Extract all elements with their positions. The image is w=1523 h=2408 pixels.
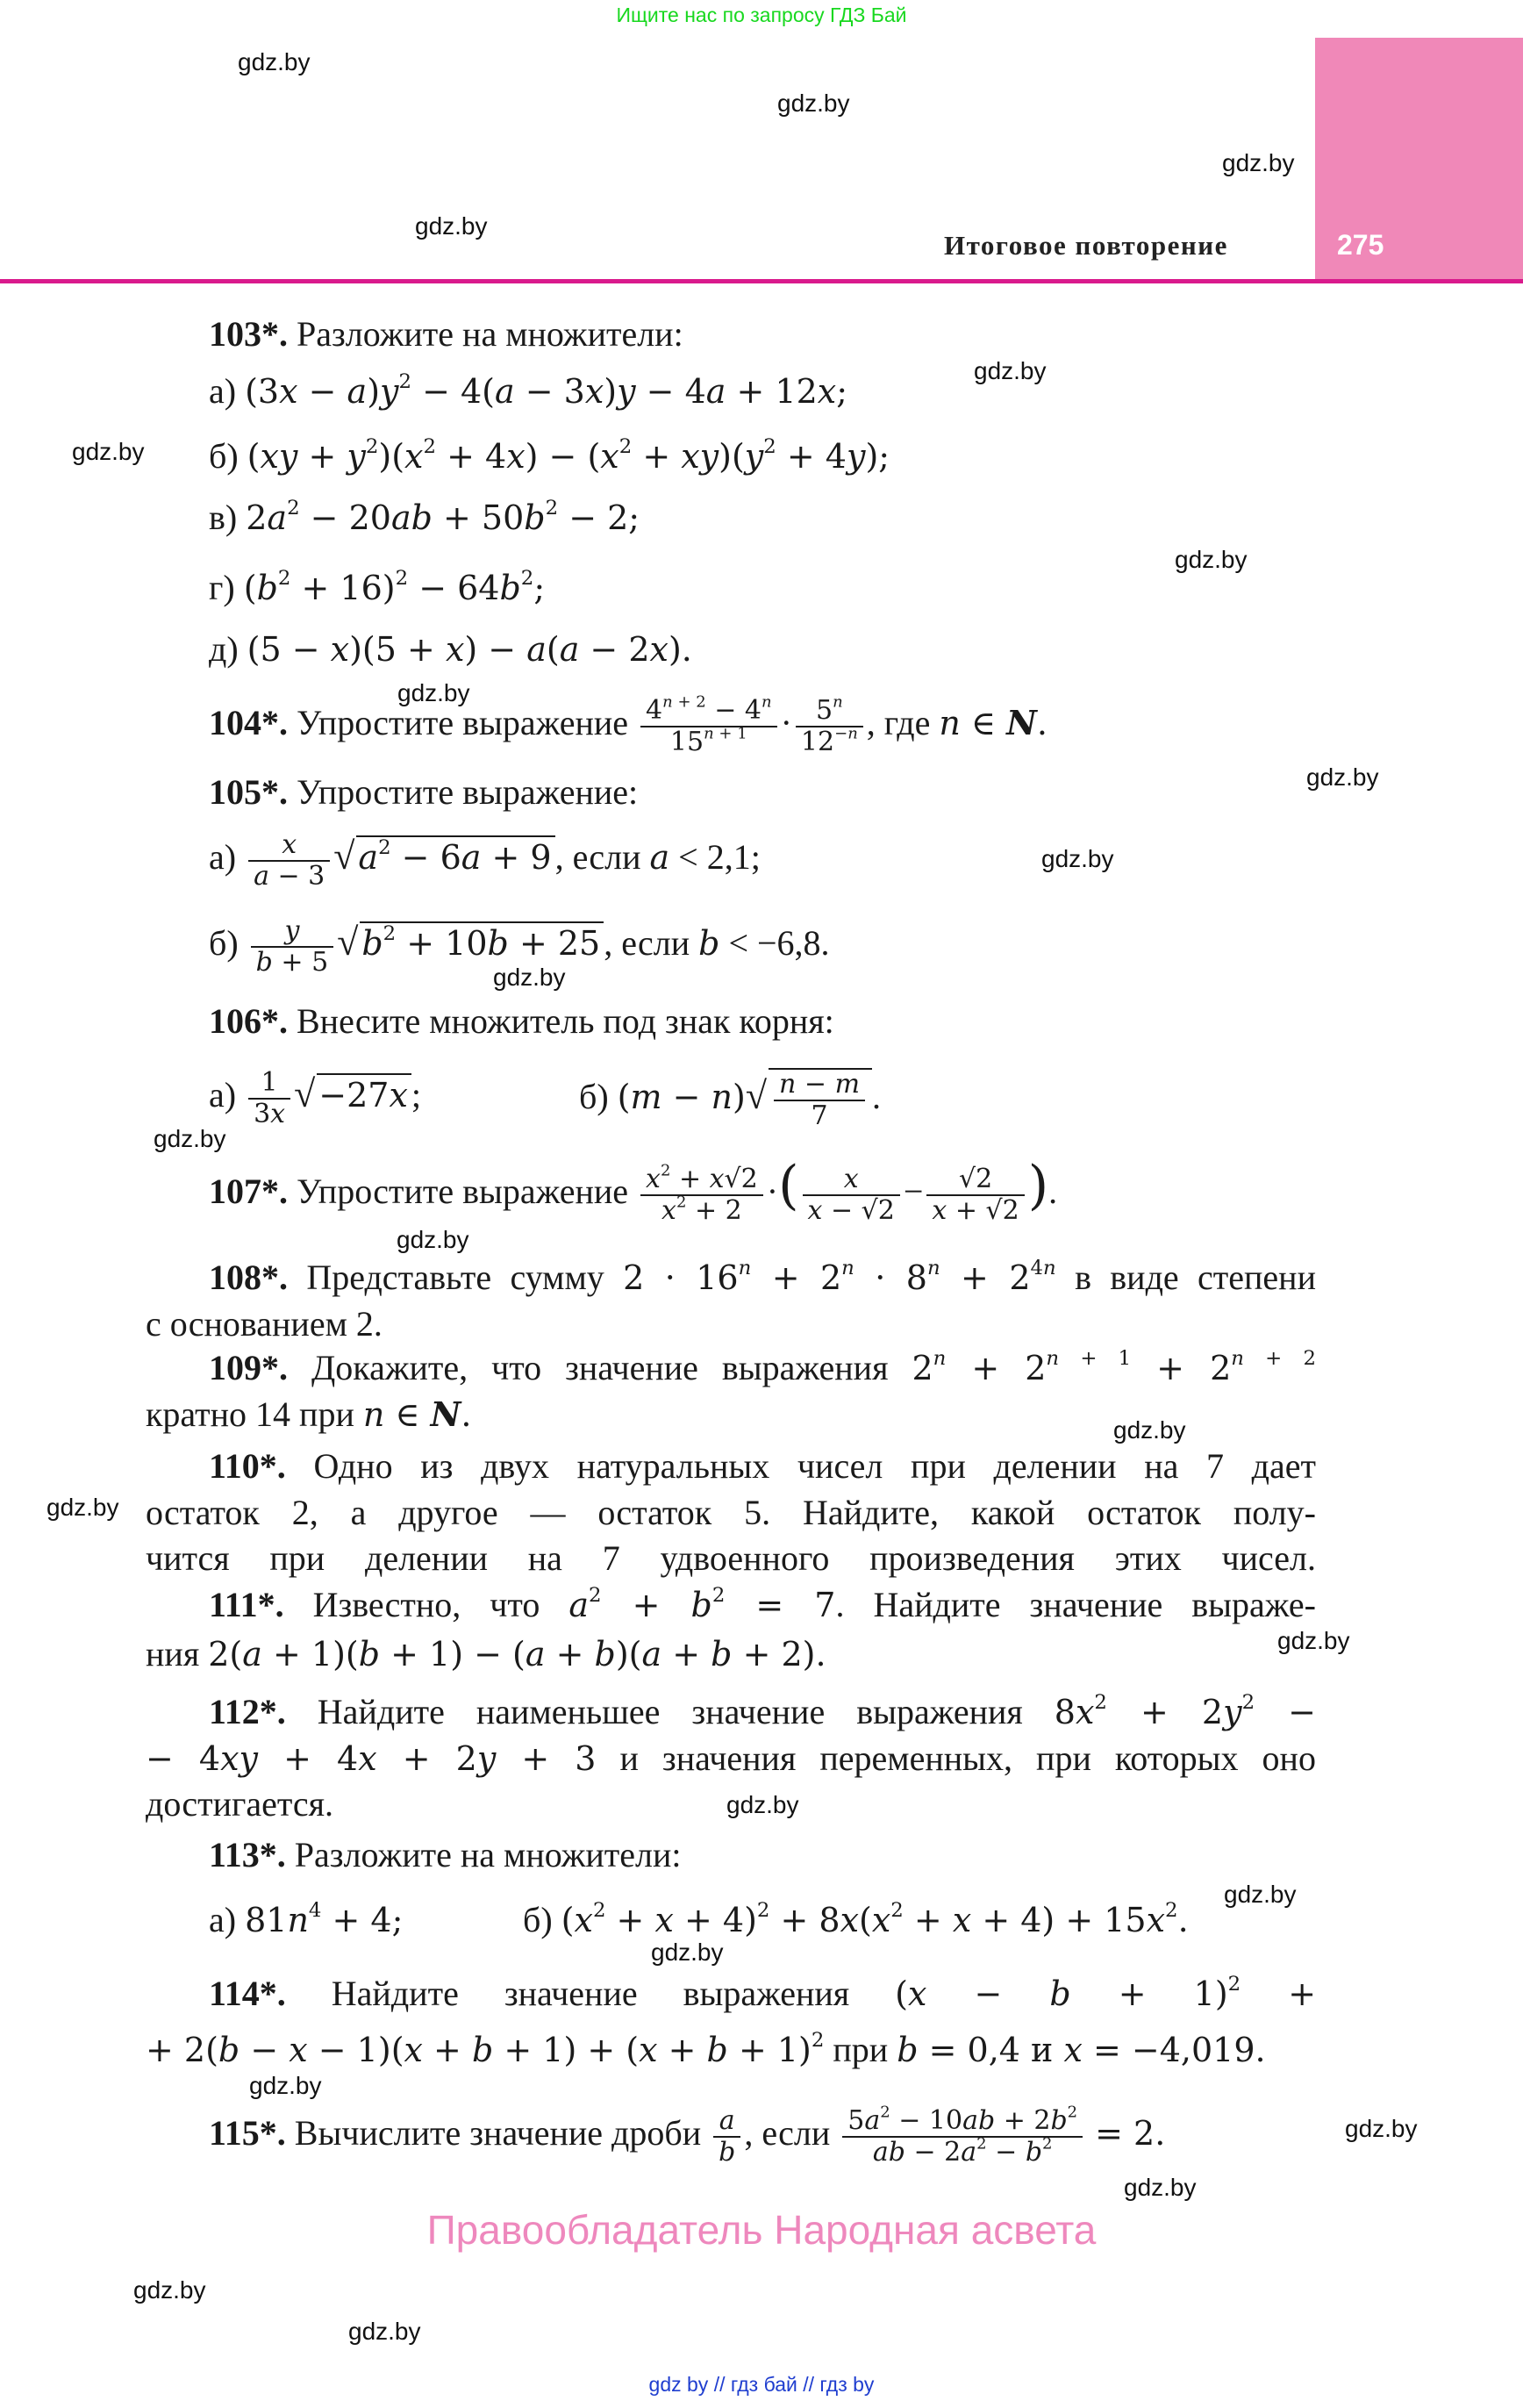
watermark: gdz.by xyxy=(397,1226,469,1253)
watermark: gdz.by xyxy=(1175,546,1248,573)
problem-114-line1: 114*. Найдите значение выражения $(x - b + 1)^2$ + xyxy=(209,1972,1317,2013)
problem-110-line2: остаток 2, а другое — остаток 5. Найдите, какой остаток полу- xyxy=(146,1493,1316,1532)
problem-110-line1: 110*. Одно из двух натуральных чисел при делении на 7 дает xyxy=(209,1446,1316,1486)
watermark: gdz.by xyxy=(651,1939,724,1966)
problem-113-b: б) $(x^2 + x + 4)^2 + 8x(x^2 + x + 4) + 15x^2$. xyxy=(523,1898,1189,1939)
watermark: gdz.by xyxy=(249,2072,322,2099)
watermark: gdz.by xyxy=(974,357,1047,384)
watermark: gdz.by xyxy=(397,679,470,706)
problem-105-heading: 105*. Упростите выражение: xyxy=(209,772,639,812)
problem-106-heading: 106*. Внесите множитель под знак корня: xyxy=(209,1001,834,1041)
watermark: gdz.by xyxy=(1124,2174,1197,2201)
watermark: gdz.by xyxy=(1113,1416,1186,1444)
watermark: gdz.by xyxy=(415,212,488,240)
problem-113-heading: 113*. Разложите на множители: xyxy=(209,1835,682,1874)
problem-108-line2: с основанием 2. xyxy=(146,1304,383,1344)
watermark: gdz.by xyxy=(777,90,850,117)
problem-103-heading: 103*. Разложите на множители: xyxy=(209,314,683,354)
copyright-notice: Правообладатель Народная асвета xyxy=(426,2207,1097,2253)
problem-111-line2: ния 2(a + 1)(b + 1) − (a + b)(a + b + 2). xyxy=(146,1634,826,1673)
problem-105-b: б) $\frac{y}{b + 5}$ √ $b^2 + 10b + 25$ , если b < −6,8. xyxy=(209,915,830,978)
problem-110-line3: чится при делении на 7 удвоенного произведения этих чисел. xyxy=(146,1538,1316,1578)
problem-103-e: д) (5 − x)(5 + x) − a(a − 2x). xyxy=(209,629,692,669)
problem-112-line3: достигается. xyxy=(146,1784,334,1824)
running-title: Итоговое повторение xyxy=(944,230,1228,261)
problem-103-c: в) $2a^2 - 20ab + 50b^2 - 2$; xyxy=(209,496,640,537)
page-number: 275 xyxy=(1337,229,1384,261)
problem-107: 107*. Упростите выражение $\frac{x^2 + x√2}{x^2 + 2}$ ·( $\frac{x}{x - √2}$ − $\frac{√2}{x + √2}$ ). xyxy=(209,1155,1058,1226)
problem-103-d: г) $(b^2 + 16)^2 - 64b^2$; xyxy=(209,566,546,607)
problem-106-a: а) $\frac{1}{3x}$ √ −27x ; xyxy=(209,1067,422,1129)
watermark: gdz.by xyxy=(46,1494,119,1521)
problem-111-line1: 111*. Известно, что $a^2 + b^2 = 7$. Найдите значение выраже- xyxy=(209,1583,1316,1624)
problem-114-line2: + $2(b - x - 1)(x + b + 1) + (x + b + 1)^2$ при b = 0,4 и x = −4,019. xyxy=(146,2028,1266,2069)
watermark: gdz.by xyxy=(726,1791,799,1818)
problem-103-b: б) $(xy + y^2)(x^2 + 4x) - (x^2 + xy)(y^2 + 4y)$; xyxy=(209,434,890,476)
header-rule xyxy=(0,279,1523,283)
watermark: gdz.by xyxy=(72,438,145,465)
watermark: gdz.by xyxy=(238,48,311,75)
problem-112-line2: − 4xy + 4x + 2y + 3 и значения переменных, при которых оно xyxy=(146,1738,1316,1778)
problem-115: 115*. Вычислите значение дроби $\frac{a}{b}$ , если $\frac{5a^2 - 10ab + 2b^2}{ab - 2a^2 - b^2}$ = 2. xyxy=(209,2103,1166,2168)
problem-112-line1: 112*. Найдите наименьшее значение выражения $8x^2 + 2y^2$ − xyxy=(209,1690,1317,1731)
watermark: gdz.by xyxy=(1345,2115,1418,2142)
top-banner-text[interactable]: Ищите нас по запросу ГДЗ Бай xyxy=(616,4,907,26)
footer-links[interactable]: gdz by // гдз бай // гдз by xyxy=(648,2373,875,2396)
watermark: gdz.by xyxy=(1222,149,1295,176)
watermark: gdz.by xyxy=(154,1125,226,1152)
watermark: gdz.by xyxy=(1224,1881,1297,1908)
watermark: gdz.by xyxy=(133,2276,206,2304)
problem-109-line2: кратно 14 при n ∈ N. xyxy=(146,1394,472,1434)
problem-105-a: а) $\frac{x}{a - 3}$ √ $a^2 - 6a + 9$ , если a < 2,1; xyxy=(209,829,761,892)
problem-109-line1: 109*. Докажите, что значение выражения $2^n + 2^{n + 1} + 2^{n + 2}$ xyxy=(209,1346,1316,1387)
problem-104: 104*. Упростите выражение $\frac{4^{n + 2} - 4^n}{15^{n + 1}}$ · $\frac{5^n}{12^{-n}}$ , где n ∈ N. xyxy=(209,692,1048,757)
watermark: gdz.by xyxy=(493,964,566,991)
watermark: gdz.by xyxy=(1041,845,1114,872)
problem-108-line1: 108*. Представьте сумму $2 \cdot 16^n + 2^n \cdot 8^n + 2^{4n}$ в виде степени xyxy=(209,1256,1316,1297)
watermark: gdz.by xyxy=(1306,763,1379,791)
problem-106-b: б) (m − n)√ $\frac{n - m}{7}$ . xyxy=(579,1069,882,1131)
watermark: gdz.by xyxy=(348,2318,421,2345)
problem-103-a: а) $(3x - a)y^2 - 4(a - 3x)y - 4a + 12x$; xyxy=(209,369,848,411)
problem-113-a: а) $81n^4 + 4$; xyxy=(209,1898,404,1939)
watermark: gdz.by xyxy=(1277,1627,1350,1654)
